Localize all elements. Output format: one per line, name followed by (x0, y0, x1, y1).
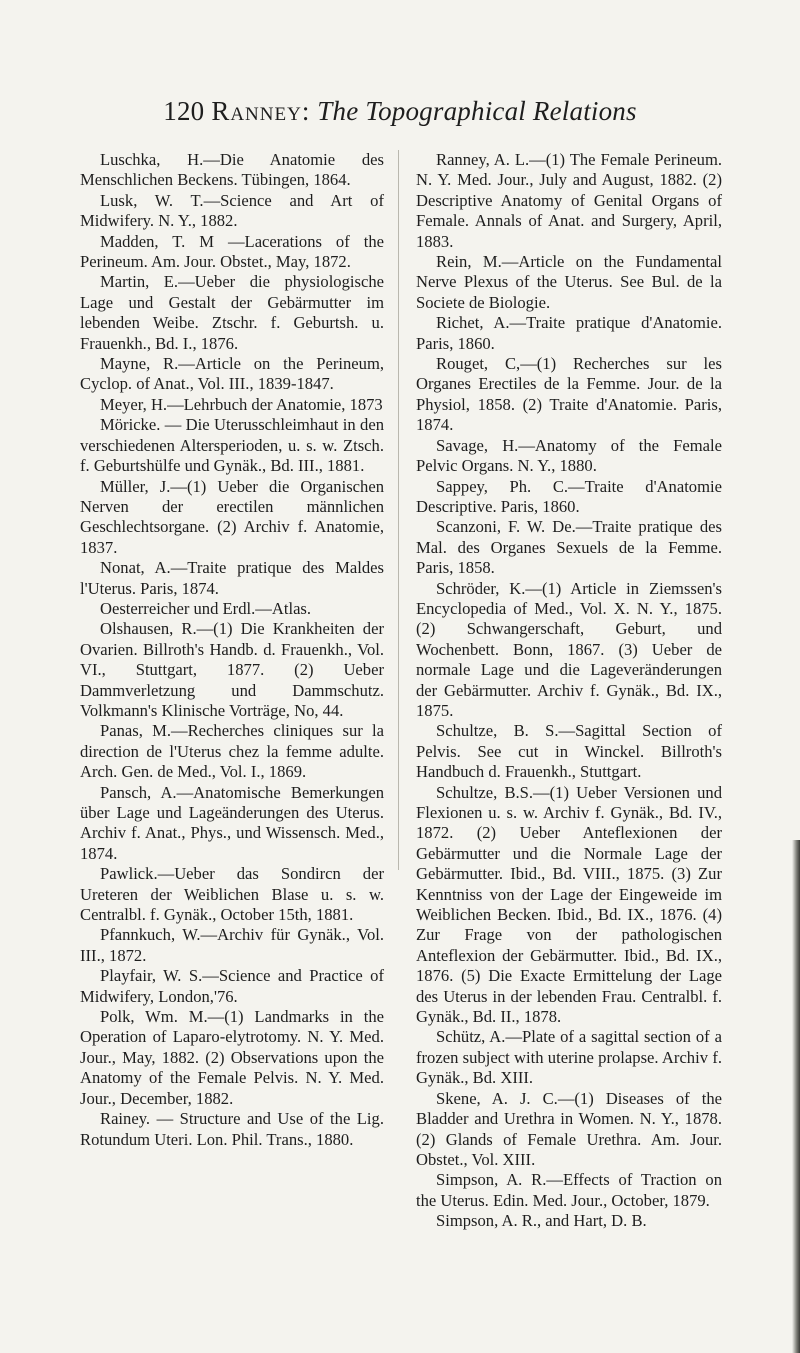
bibliography-entry: Martin, E.—Ueber die physiologische Lage und Gestalt der Gebärmutter im lebenden Weibe. Ztschr. f. Geburtsh. u. Frauenkh., Bd. I., 1876. (80, 272, 384, 353)
bibliography-entry: Simpson, A. R., and Hart, D. B. (436, 1211, 647, 1231)
bibliography-entry: Möricke. — Die Uterusschleimhaut in den verschiedenen Altersperioden, u. s. w. Ztsch. f. Geburtshülfe und Gynäk., Bd. III., 1881. (80, 415, 384, 476)
bibliography-entry: Nonat, A.—Traite pratique des Maldes l'Uterus. Paris, 1874. (80, 558, 384, 598)
right-column (416, 150, 722, 1232)
bibliography-entry: Richet, A.—Traite pratique d'Anatomie. Paris, 1860. (416, 313, 722, 353)
bibliography-entry: Pansch, A.—Anatomische Bemerkungen über Lage und Lageänderungen des Uterus. Archiv f. Anat., Phys., und Wissensch. Med., 1874. (80, 782, 384, 863)
bibliography-entry: Schröder, K.—(1) Article in Ziemssen's Encyclopedia of Med., Vol. X. N. Y., 1875. (2) Schwangerschaft, Geburt, und Wochenbett. Bonn, 1867. (3) Ueber de normale Lage und die Lageveränderungen der Gebärmutter. Archiv f. Gynäk., Bd. IX., 1875. (416, 578, 722, 720)
bibliography-entry: Pawlick.—Ueber das Sondircn der Ureteren der Weiblichen Blase u. s. w. Centralbl. f. Gynäk., October 15th, 1881. (80, 864, 384, 925)
bibliography-entry: Schütz, A.—Plate of a sagittal section of a frozen subject with uterine prolapse. Archiv f. Gynäk., Bd. XIII. (416, 1027, 722, 1088)
page-number: 120 (163, 96, 205, 126)
bibliography-entry: Meyer, H.—Lehrbuch der Anatomie, 1873 (100, 394, 383, 414)
bibliography-entry: Mayne, R.—Article on the Perineum, Cyclop. of Anat., Vol. III., 1839-1847. (80, 354, 384, 394)
bibliography-entry: Savage, H.—Anatomy of the Female Pelvic Organs. N. Y., 1880. (416, 435, 722, 476)
bibliography-entry: Schultze, B. S.—Sagittal Section of Pelvis. See cut in Winckel. Billroth's Handbuch d. Frauenkh., Stuttgart. (416, 721, 722, 782)
bibliography-entry: Simpson, A. R.—Effects of Traction on the Uterus. Edin. Med. Jour., October, 1879. (416, 1170, 722, 1210)
running-header (0, 96, 800, 127)
bibliography-entry: Rainey. — Structure and Use of the Lig. Rotundum Uteri. Lon. Phil. Trans., 1880. (80, 1109, 384, 1149)
bibliography-entry: Rouget, C,—(1) Recherches sur les Organes Erectiles de la Femme. Jour. de la Physiol, 1858. (2) Traite d'Anatomie. Paris, 1874. (416, 354, 722, 435)
bibliography-entry: Playfair, W. S.—Science and Practice of Midwifery, London,'76. (80, 966, 384, 1006)
bibliography-entry: Schultze, B.S.—(1) Ueber Versionen und Flexionen u. s. w. Archiv f. Gynäk., Bd. IV., 1872. (2) Ueber Anteflexionen der Gebärmutter und die Normale Lage der Gebärmutter. Ibid., Bd. VIII., 1875. (3) Zur Kenntniss von der Lage der Eingeweide im Weiblichen Becken. Ibid., Bd. IX., 1876. (4) Zur Frage von der pathologischen Anteflexion der Gebärmutter. Ibid., Bd. IX., 1876. (5) Die Exacte Ermittelung der Lage des Uterus in der lebenden Frau. Centralbl. f. Gynäk., Bd. II., 1878. (416, 782, 722, 1027)
left-column (80, 150, 384, 1150)
bibliography-entry: Rein, M.—Article on the Fundamental Nerve Plexus of the Uterus. See Bul. de la Societe de Biologie. (416, 252, 722, 312)
header-title: The Topographical Relations (317, 96, 637, 126)
bibliography-entry: Ranney, A. L.—(1) The Female Perineum. N. Y. Med. Jour., July and August, 1882. (2) Descriptive Anatomy of Genital Organs of Female. Annals of Anat. and Surgery, April, 1883. (416, 150, 722, 251)
bibliography-entry: Skene, A. J. C.—(1) Diseases of the Bladder and Urethra in Women. N. Y., 1878. (2) Glands of Female Urethra. Am. Jour. Obstet., Vol. XIII. (416, 1088, 722, 1169)
bibliography-entry: Olshausen, R.—(1) Die Krankheiten der Ovarien. Billroth's Handb. d. Frauenkh., Vol. VI., Stuttgart, 1877. (2) Ueber Dammverletzung und Dammschutz. Volkmann's Klinische Vorträge, No, 44. (80, 619, 384, 720)
bibliography-entry: Madden, T. M —Lacerations of the Perineum. Am. Jour. Obstet., May, 1872. (80, 231, 384, 272)
page-edge-shadow (792, 840, 800, 1353)
bibliography-entry: Lusk, W. T.—Science and Art of Midwifery. N. Y., 1882. (80, 190, 384, 231)
bibliography-entry: Pfannkuch, W.—Archiv für Gynäk., Vol. III., 1872. (80, 925, 384, 965)
column-divider (398, 150, 399, 870)
bibliography-entry: Panas, M.—Recherches cliniques sur la direction de l'Uterus chez la femme adulte. Arch. Gen. de Med., Vol. I., 1869. (80, 721, 384, 782)
bibliography-entry: Polk, Wm. M.—(1) Landmarks in the Operation of Laparo-elytrotomy. N. Y. Med. Jour., May, 1882. (2) Observations upon the Anatomy of the Female Pelvis. N. Y. Med. Jour., December, 1882. (80, 1007, 384, 1108)
bibliography-entry: Luschka, H.—Die Anatomie des Menschlichen Beckens. Tübingen, 1864. (80, 150, 384, 190)
bibliography-entry: Oesterreicher und Erdl.—Atlas. (100, 598, 312, 618)
bibliography-entry: Scanzoni, F. W. De.—Traite pratique des Mal. des Organes Sexuels de la Femme. Paris, 1858. (416, 517, 722, 578)
header-author: Ranney: (211, 96, 311, 126)
bibliography-entry: Sappey, Ph. C.—Traite d'Anatomie Descriptive. Paris, 1860. (416, 476, 722, 516)
bibliography-entry: Müller, J.—(1) Ueber die Organischen Nerven der erectilen männlichen Geschlechtsorgane. (2) Archiv f. Anatomie, 1837. (80, 476, 384, 557)
